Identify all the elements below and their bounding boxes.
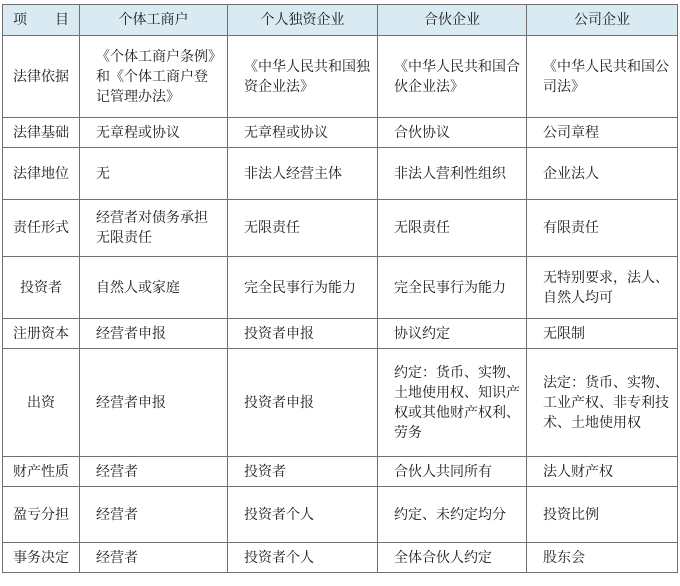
table-cell: 经营者 xyxy=(80,457,228,487)
table-row xyxy=(3,319,678,349)
table-cell: 投资者个人 xyxy=(228,543,378,573)
table-cell: 经营者申报 xyxy=(80,349,228,457)
row-label: 投资者 xyxy=(3,257,80,319)
table-cell: 经营者对债务承担无限责任 xyxy=(80,200,228,257)
table-cell: 企业法人 xyxy=(527,148,678,200)
table-cell: 公司章程 xyxy=(527,118,678,148)
table-row xyxy=(3,118,678,148)
header-row xyxy=(3,5,678,36)
table-row xyxy=(3,36,678,118)
table-row xyxy=(3,543,678,573)
table-row xyxy=(3,487,678,543)
table-cell: 合伙人共同所有 xyxy=(378,457,527,487)
table-row xyxy=(3,457,678,487)
header-sole-proprietor: 个体工商户 xyxy=(80,5,228,36)
header-partnership: 合伙企业 xyxy=(378,5,527,36)
table-cell: 无 xyxy=(80,148,228,200)
table-cell: 经营者申报 xyxy=(80,319,228,349)
table-cell: 自然人或家庭 xyxy=(80,257,228,319)
row-label: 财产性质 xyxy=(3,457,80,487)
table-cell: 《中华人民共和国独资企业法》 xyxy=(228,36,378,118)
table-cell: 法人财产权 xyxy=(527,457,678,487)
row-label: 出资 xyxy=(3,349,80,457)
table-cell: 非法人经营主体 xyxy=(228,148,378,200)
table-cell: 无限制 xyxy=(527,319,678,349)
table-cell: 《中华人民共和国公司法》 xyxy=(527,36,678,118)
header-individual-enterprise: 个人独资企业 xyxy=(228,5,378,36)
table-cell: 投资者个人 xyxy=(228,487,378,543)
table-cell: 投资者申报 xyxy=(228,349,378,457)
table-cell: 合伙协议 xyxy=(378,118,527,148)
row-label: 事务决定 xyxy=(3,543,80,573)
header-company: 公司企业 xyxy=(527,5,678,36)
row-label: 注册资本 xyxy=(3,319,80,349)
table-cell: 无限责任 xyxy=(228,200,378,257)
table-cell: 无章程或协议 xyxy=(80,118,228,148)
row-label: 责任形式 xyxy=(3,200,80,257)
table-cell: 股东会 xyxy=(527,543,678,573)
table-row xyxy=(3,257,678,319)
table-cell: 无特别要求，法人、自然人均可 xyxy=(527,257,678,319)
table-cell: 法定：货币、实物、工业产权、非专利技术、土地使用权 xyxy=(527,349,678,457)
table-cell: 无限责任 xyxy=(378,200,527,257)
header-item xyxy=(3,5,80,36)
table-cell: 《中华人民共和国合伙企业法》 xyxy=(378,36,527,118)
table-row xyxy=(3,148,678,200)
table-cell: 经营者 xyxy=(80,487,228,543)
table-cell: 无章程或协议 xyxy=(228,118,378,148)
table-cell: 投资者 xyxy=(228,457,378,487)
row-label: 法律基础 xyxy=(3,118,80,148)
table-cell: 经营者 xyxy=(80,543,228,573)
table-cell: 全体合伙人约定 xyxy=(378,543,527,573)
row-label: 盈亏分担 xyxy=(3,487,80,543)
table-cell: 协议约定 xyxy=(378,319,527,349)
row-label: 法律依据 xyxy=(3,36,80,118)
table-row xyxy=(3,349,678,457)
table-cell: 非法人营利性组织 xyxy=(378,148,527,200)
header-item-a: 项 xyxy=(13,12,27,28)
table-cell: 投资者申报 xyxy=(228,319,378,349)
table-row xyxy=(3,200,678,257)
table-cell: 有限责任 xyxy=(527,200,678,257)
table-cell: 约定、未约定均分 xyxy=(378,487,527,543)
table-cell: 完全民事行为能力 xyxy=(228,257,378,319)
table-cell: 《个体工商户条例》和《个体工商户登记管理办法》 xyxy=(80,36,228,118)
table-cell: 完全民事行为能力 xyxy=(378,257,527,319)
comparison-table xyxy=(2,4,678,573)
row-label: 法律地位 xyxy=(3,148,80,200)
table-cell: 投资比例 xyxy=(527,487,678,543)
header-item-b: 目 xyxy=(55,12,69,28)
table-cell: 约定：货币、实物、土地使用权、知识产权或其他财产权利、劳务 xyxy=(378,349,527,457)
